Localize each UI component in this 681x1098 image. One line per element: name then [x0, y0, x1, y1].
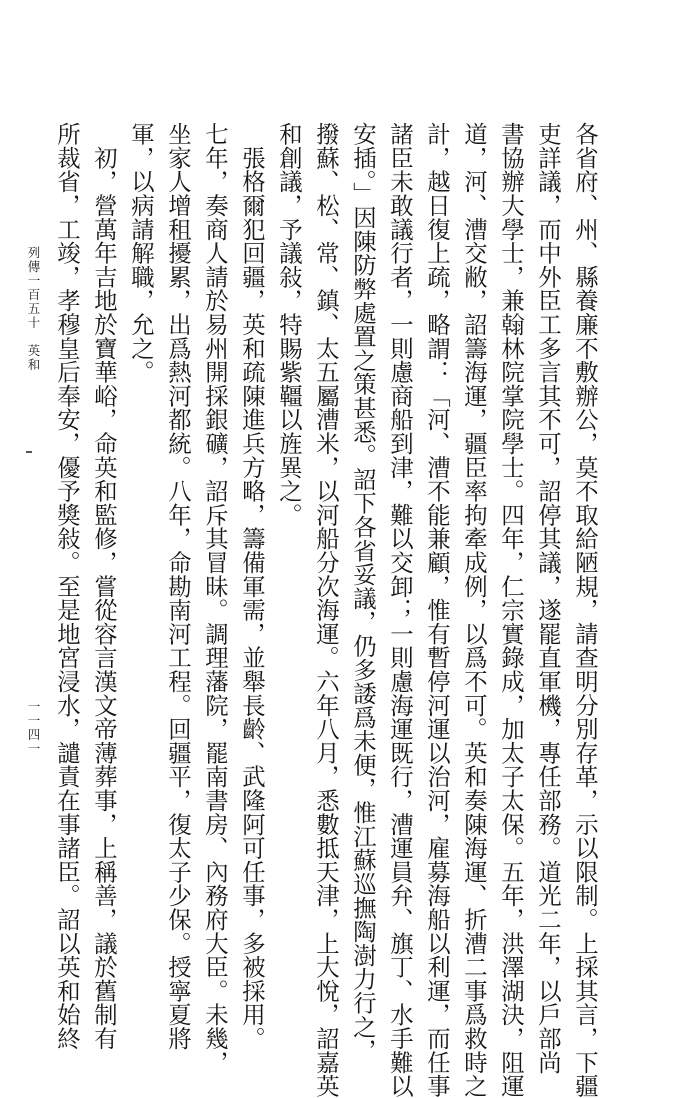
text-column: 撥蘇、松、常、鎮、太五屬漕米，以河船分次海運。六年八月，悉數抵天津，上大悅，詔嘉英: [312, 122, 340, 1098]
text-column: 所裁省，工竣，孝穆皇后奉安，優予獎敍。至是地宮浸水，譴責在事諸臣。詔以英和始終: [53, 122, 81, 1051]
text-column: 七年，奏商人請於易州開採銀礦，詔斥其冒昧。調理藩院，罷南書房、內務府大臣。未幾，: [201, 122, 229, 1074]
text-column: 計，越日復上疏，略謂：「河、漕不能兼顧，惟有暫停河運以治河，雇募海船以利運，而任事: [423, 122, 451, 1098]
text-column: 初，營萬年吉地於寶華峪，命英和監修，嘗從容言漢文帝薄葬事，上稱善，議於舊制有: [90, 122, 118, 1051]
text-column: 各省府、州、縣養廉不敷辦公，莫不取給陋規，請查明分別存革，示以限制。上採其言，下疆: [571, 122, 599, 1098]
text-column: 吏詳議，而中外臣工多言其不可，詔停其議，遂罷直軍機，專任部務。道光二年，以戶部尚: [534, 122, 562, 1074]
text-column: 諸臣未敢議行者，一則慮商船到津，難以交卸；一則慮海運既行，漕運員弁、旗丁、水手難以: [386, 122, 414, 1098]
text-column: 道，河、漕交敝，詔籌海運，疆臣率拘牽成例，以爲不可。英和奏陳海運、折漕二事爲救時之: [460, 122, 488, 1098]
text-column: 張格爾犯回疆，英和疏陳進兵方略，籌備軍需，並舉長齡、武隆阿可任事，多被採用。: [238, 122, 266, 1051]
text-column: 安插。」因陳防弊處置之策甚悉。詔下各省妥議，仍多諉爲未便，惟江蘇巡撫陶澍力行之，: [349, 122, 377, 1063]
page-number: 一一四一: [26, 700, 41, 756]
text-column: 和創議，予議敍，特賜紫韁以旌異之。: [275, 122, 303, 527]
margin-tick-mark: [26, 451, 32, 453]
running-title: 列傳一百五十 英和: [26, 246, 41, 372]
text-column: 坐家人增租擾累，出爲熱河都統。八年，命勘南河工程。回疆平，復太子少保。授寧夏將: [164, 122, 192, 1051]
text-column: 書協辦大學士，兼翰林院掌院學士。四年，仁宗實錄成，加太子太保。五年，洪澤湖決，阻運: [497, 122, 525, 1098]
text-column: 軍，以病請解職，允之。: [127, 122, 155, 384]
